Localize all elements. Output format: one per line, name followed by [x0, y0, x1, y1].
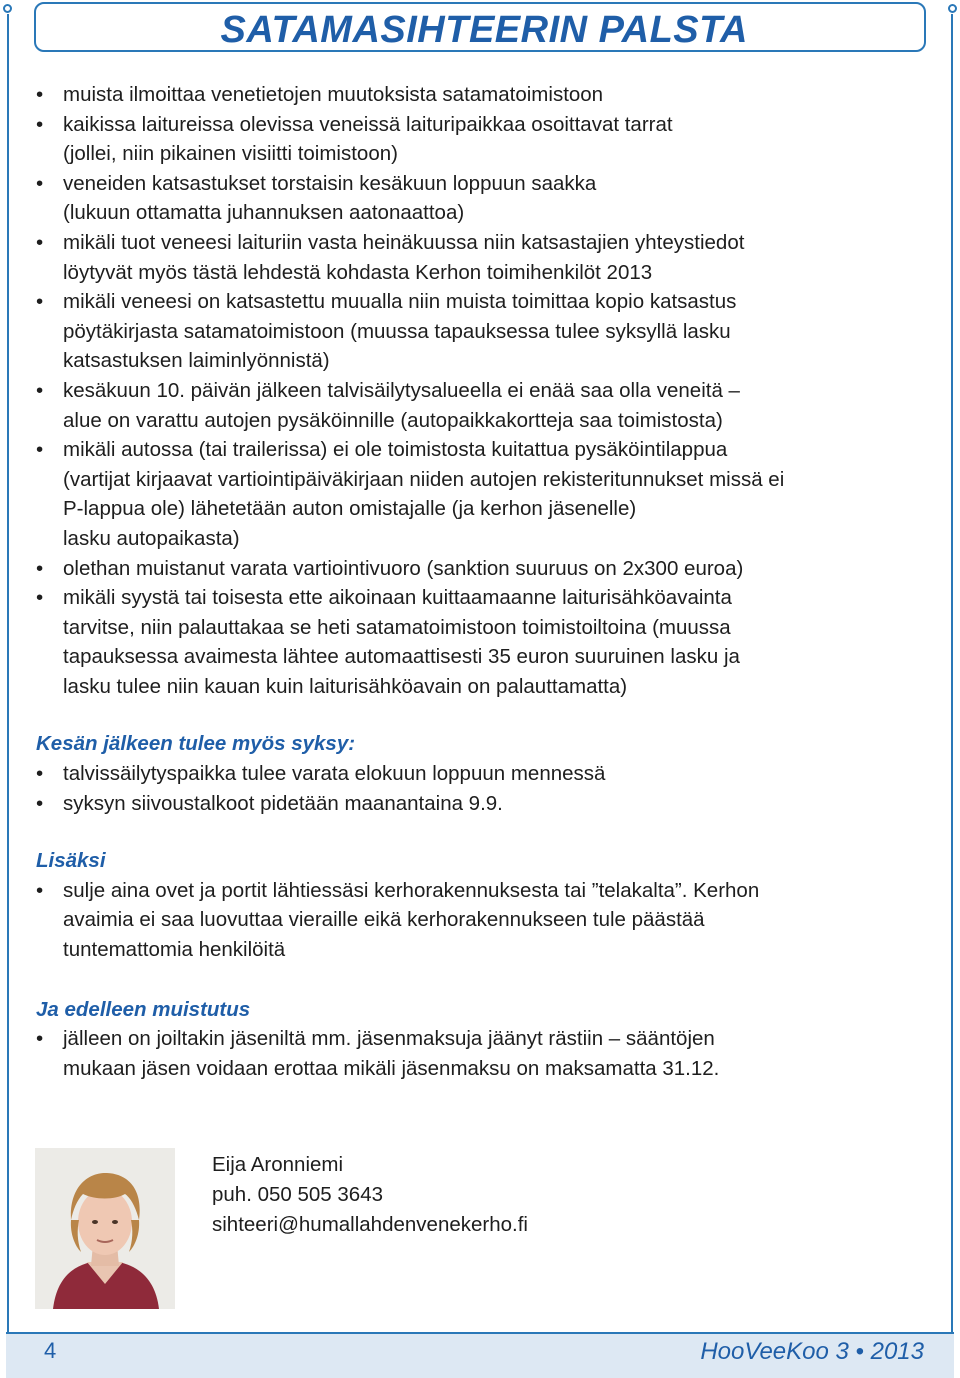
list-item	[36, 80, 941, 110]
list-item-line: talvissäilytyspaikka tulee varata elokuun loppuun mennessä	[63, 762, 606, 786]
list-item-line: olethan muistanut varata vartiointivuoro (sanktion suuruus on 2x300 euroa)	[63, 556, 744, 580]
list-item-line: veneiden katsastukset torstaisin kesäkuun loppuun saakka	[63, 171, 597, 195]
list-item-line: sulje aina ovet ja portit lähtiessäsi kerhorakennuksesta tai ”telakalta”. Kerhon	[63, 878, 760, 902]
article-body	[36, 80, 941, 1083]
section-bullet-list	[36, 1024, 941, 1083]
bullet-mark: •	[36, 230, 44, 254]
article-sections	[36, 729, 941, 1083]
author-portrait-illustration	[35, 1148, 175, 1309]
list-item-line: katsastuksen laiminlyönnistä)	[63, 349, 330, 373]
list-item	[36, 228, 941, 287]
list-item-line: kaikissa laitureissa olevissa veneissä laituripaikkaa osoittavat tarrat	[63, 112, 673, 136]
list-item-line: tuntemattomia henkilöitä	[63, 938, 286, 962]
bullet-mark: •	[36, 791, 44, 815]
right-corner-ornament	[948, 4, 957, 13]
bullet-mark: •	[36, 762, 44, 786]
list-item-line: P-lappua ole) lähetetään auton omistajalle (ja kerhon jäsenelle)	[63, 497, 637, 521]
author-photo	[35, 1148, 175, 1309]
list-item	[36, 169, 941, 228]
bullet-mark: •	[36, 878, 44, 902]
list-item	[36, 287, 941, 376]
section-heading: Ja edelleen muistutus	[36, 997, 251, 1021]
page-number: 4	[44, 1338, 57, 1363]
bullet-mark: •	[36, 171, 44, 195]
section-heading: Kesän jälkeen tulee myös syksy:	[36, 732, 356, 756]
bullet-mark: •	[36, 83, 44, 106]
contact-name: Eija Aronniemi	[212, 1153, 344, 1176]
page-title: SATAMASIHTEERIN PALSTA	[220, 9, 748, 51]
bullet-mark: •	[36, 112, 44, 136]
list-item	[36, 759, 941, 789]
contact-block	[212, 1150, 528, 1240]
list-item	[36, 876, 941, 965]
bullet-mark: •	[36, 586, 44, 610]
list-item-line: tapauksessa avaimesta lähtee automaattisesti 35 euron suuruinen lasku ja	[63, 645, 740, 669]
contact-email: sihteeri@humallahdenvenekerho.fi	[212, 1213, 528, 1236]
contact-phone: puh. 050 505 3643	[212, 1183, 383, 1206]
list-item-line: pöytäkirjasta satamatoimistoon (muussa tapauksessa tulee syksyllä lasku	[63, 319, 731, 343]
list-item-line: alue on varattu autojen pysäköinnille (autopaikkakortteja saa toimistosta)	[63, 408, 723, 432]
list-item-line: muista ilmoittaa venetietojen muutoksista satamatoimistoon	[63, 83, 604, 106]
list-item-line: mikäli veneesi on katsastettu muualla niin muista toimittaa kopio katsastus	[63, 290, 737, 314]
list-item	[36, 554, 941, 584]
issue-label: HooVeeKoo 3 • 2013	[700, 1338, 924, 1365]
list-item-line: lasku tulee niin kauan kuin laiturisähköavain on palauttamatta)	[63, 674, 628, 698]
footer-band	[6, 1332, 954, 1378]
section-bullet-list	[36, 876, 941, 965]
list-item-line: (jollei, niin pikainen visiitti toimistoon)	[63, 142, 398, 166]
right-edge-rule	[951, 14, 953, 1378]
bullet-mark: •	[36, 556, 44, 580]
bullet-mark: •	[36, 438, 44, 462]
list-item	[36, 435, 941, 553]
list-item	[36, 376, 941, 435]
left-edge-rule	[7, 14, 9, 1378]
list-item-line: tarvitse, niin palauttakaa se heti satamatoimistoon toimistoiltoina (muussa	[63, 615, 731, 639]
list-item-line: lasku autopaikasta)	[63, 526, 240, 550]
bullet-mark: •	[36, 1027, 44, 1051]
list-item-line: mikäli autossa (tai trailerissa) ei ole toimistosta kuitattua pysäköintilappua	[63, 438, 728, 462]
list-item-line: jälleen on joiltakin jäseniltä mm. jäsenmaksuja jäänyt rästiin – sääntöjen	[63, 1027, 715, 1051]
list-item-line: syksyn siivoustalkoot pidetään maanantaina 9.9.	[63, 791, 503, 815]
section-bullet-list	[36, 759, 941, 818]
main-bullet-list	[36, 80, 941, 701]
title-banner	[34, 2, 926, 52]
list-item-line: mikäli syystä tai toisesta ette aikoinaan kuittaamaanne laiturisähköavainta	[63, 586, 732, 610]
section-heading: Lisäksi	[36, 849, 106, 873]
list-item-line: mikäli tuot veneesi laituriin vasta heinäkuussa niin katsastajien yhteystiedot	[63, 230, 745, 254]
list-item	[36, 789, 941, 819]
list-item	[36, 110, 941, 169]
list-item-line: (lukuun ottamatta juhannuksen aatonaattoa)	[63, 201, 465, 225]
list-item-line: (vartijat kirjaavat vartiointipäiväkirjaan niiden autojen rekisteritunnukset missä ei	[63, 467, 785, 491]
list-item	[36, 583, 941, 701]
list-item-line: kesäkuun 10. päivän jälkeen talvisäilytysalueella ei enää saa olla veneitä –	[63, 378, 740, 402]
list-item-line: avaimia ei saa luovuttaa vieraille eikä kerhorakennukseen tule päästää	[63, 908, 705, 932]
left-corner-ornament	[3, 4, 12, 13]
bullet-mark: •	[36, 378, 44, 402]
list-item-line: mukaan jäsen voidaan erottaa mikäli jäsenmaksu on maksamatta 31.12.	[63, 1056, 720, 1080]
list-item	[36, 1024, 941, 1083]
bullet-mark: •	[36, 290, 44, 314]
list-item-line: löytyvät myös tästä lehdestä kohdasta Kerhon toimihenkilöt 2013	[63, 260, 653, 284]
